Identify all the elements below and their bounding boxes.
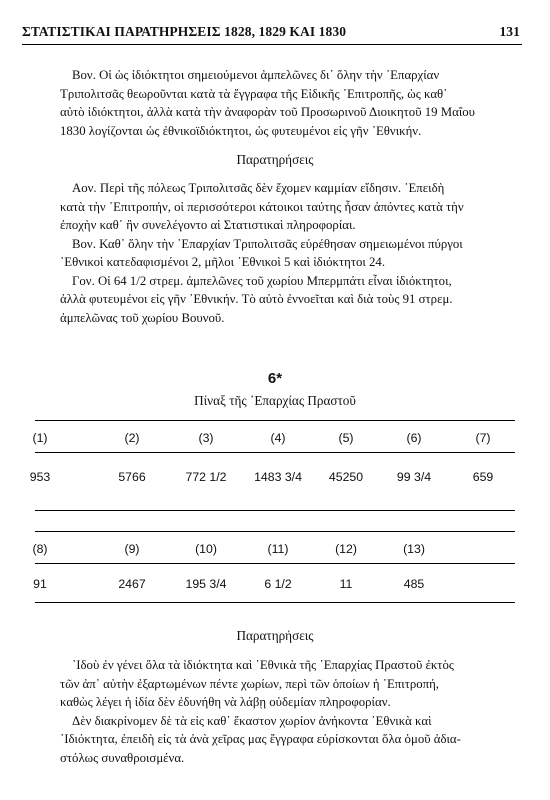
notes-heading-1: Παρατηρήσεις [236,152,314,167]
column-header: (2) [124,431,140,445]
table-cell: 953 [29,470,51,484]
table-cell: 2467 [118,577,146,591]
column-header: (6) [406,431,422,445]
page-number: 131 [499,24,520,39]
table-cell: 659 [472,470,494,484]
column-header: (4) [270,431,286,445]
text-line: 1830 λογίζονται ὡς ἐθνικοϊδιόκτητοι, ὡς φυτευμένοι εἰς γῆν ᾿Εθνικήν. [60,123,422,138]
intro-paragraph [60,66,508,140]
header-rule [22,44,522,45]
column-header: (10) [195,542,217,556]
table-cell: 5766 [118,470,146,484]
text-line: αὐτὸ ἰδιόκτητοι, ἀλλὰ κατὰ τὴν ἀναφορὰν τοῦ Προσωρινοῦ Διοικητοῦ 19 Μαΐου [60,105,475,119]
table-rule [35,531,515,532]
text-line: Δὲν διακρίνομεν δὲ τὰ εἰς καθ᾿ ἕκαστον χωρίον ἀνήκοντα ᾿Εθνικὰ καὶ [72,713,432,728]
column-header: (12) [335,542,357,556]
table-rule [35,602,515,603]
column-header: (8) [32,542,48,556]
text-line: ἐποχὴν καθ᾿ ἣν συνελέγοντο αἱ Στατιστικαὶ πληροφορίαι. [60,218,356,232]
table-cell: 91 [33,577,47,591]
running-head-title: ΣΤΑΤΙΣΤΙΚΑΙ ΠΑΡΑΤΗΡΗΣΕΙΣ 1828, 1829 ΚΑΙ 1830 [22,24,347,39]
table-number: 6* [267,370,283,387]
text-line: Βον. Καθ᾿ ὅλην τὴν ᾿Επαρχίαν Τριπολιτσᾶς εὑρέθησαν σημειωμένοι πύργοι [72,236,463,251]
table-cell: 1483 3/4 [254,470,302,484]
table-title: Πίναξ τῆς ᾿Επαρχίας Πραστοῦ [194,393,356,408]
column-header: (13) [403,542,425,556]
column-header: (1) [32,431,48,445]
table-cell: 11 [339,577,353,591]
notes-heading-2: Παρατηρήσεις [236,628,314,643]
table-cell: 485 [403,577,425,591]
text-line: Γον. Οἱ 64 1/2 στρεμ. ἀμπελῶνες τοῦ χωρίου Μπερμπάτι εἶναι ἰδιόκτητοι, [72,273,452,288]
text-line: ᾿Ιδιόκτητα, ἐπειδὴ εἰς τὰ ἀνὰ χεῖρας μας ἔγγραφα εὑρίσκονται ὅλα ὁμοῦ ἀδια- [60,732,461,746]
table-cell: 99 3/4 [396,470,432,484]
text-line: τῶν ἀπ᾿ αὐτὴν ἐξαρτωμένων πέντε χωρίων, περὶ τῶν ὁποίων ἡ ᾿Επιτροπή, [60,676,439,691]
text-line: Τριπολιτσᾶς θεωροῦνται κατὰ τὰ ἔγγραφα τῆς Εἰδικῆς ᾿Επιτροπῆς, ὡς καθ᾿ [60,86,448,101]
running-head [22,24,520,40]
text-line: Βον. Οἱ ὡς ἰδιόκτητοι σημειούμενοι ἀμπελῶνες δι᾿ ὅλην τὴν ᾿Επαρχίαν [72,68,440,82]
table-cell: 772 1/2 [185,470,227,484]
column-header: (7) [475,431,491,445]
table-cell: 195 3/4 [185,577,227,591]
text-line: Αον. Περὶ τῆς πόλεως Τριπολιτσᾶς δὲν ἔχομεν καμμίαν εἴδησιν. ᾿Επειδὴ [72,181,445,195]
text-line: ἀμπελῶνας τοῦ χωρίου Βουνοῦ. [60,310,225,325]
column-header: (3) [198,431,214,445]
table-rule [35,420,515,421]
text-line: ᾿Εθνικοὶ κατεδαφισμένοι 2, μῆλοι ᾿Εθνικοὶ 5 καὶ ἰδιόκτητοι 24. [60,255,386,269]
notes-1 [60,179,508,327]
table-cell: 45250 [328,470,364,484]
text-line: κατὰ τὴν ᾿Επιτροπήν, οἱ περισσότεροι κάτοικοι ταύτης ἦσαν ἀπόντες κατὰ τὴν [60,199,464,214]
column-header: (11) [267,542,289,556]
text-line: καθὼς λέγει ἡ ἰδία δὲν ἐδυνήθη νὰ λάβῃ οὐδεμίαν πληροφορίαν. [60,695,391,709]
table-cell: 6 1/2 [264,577,292,591]
column-header: (5) [338,431,354,445]
column-header: (9) [124,542,140,556]
text-line: στόλως συναθροισμένα. [60,750,185,765]
notes-2 [60,656,508,767]
text-line: ἀλλὰ φυτευμένοι εἰς γῆν ᾿Εθνικήν. Τὸ αὐτὸ ἐννοεῖται καὶ διὰ τοὺς 91 στρεμ. [60,292,453,306]
table-rule [35,452,515,453]
table-rule [35,563,515,564]
table-rule [35,510,515,511]
text-line: ᾿Ιδοὺ ἐν γένει ὅλα τὰ ἰδιόκτητα καὶ ᾿Εθνικὰ τῆς ᾿Επαρχίας Πραστοῦ ἐκτὸς [72,658,454,672]
